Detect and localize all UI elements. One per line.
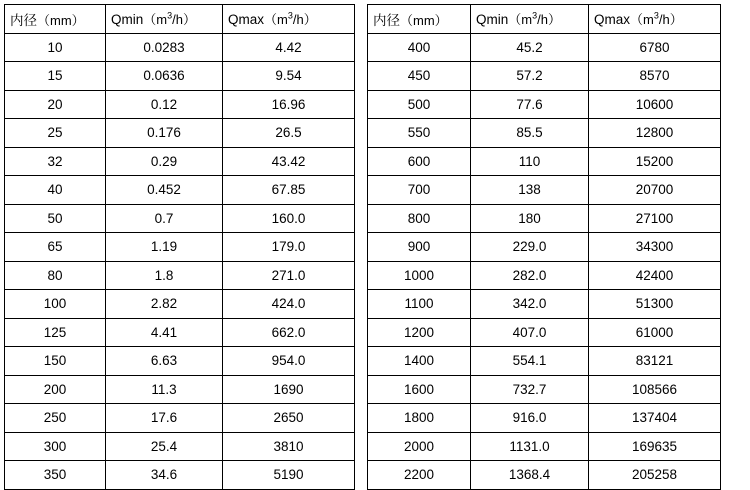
cell-qmax: 5190 bbox=[223, 461, 355, 490]
table-row bbox=[5, 404, 355, 433]
cell-inner-diameter: 80 bbox=[5, 261, 106, 290]
cell-qmin: 342.0 bbox=[471, 290, 589, 319]
cell-qmin: 407.0 bbox=[471, 318, 589, 347]
cell-qmin: 77.6 bbox=[471, 90, 589, 119]
table-row bbox=[368, 33, 721, 62]
table-row bbox=[368, 432, 721, 461]
cell-qmax: 15200 bbox=[589, 147, 721, 176]
table-row bbox=[5, 461, 355, 490]
cell-qmax: 424.0 bbox=[223, 290, 355, 319]
table-row bbox=[368, 347, 721, 376]
table-row bbox=[368, 261, 721, 290]
table-row bbox=[5, 204, 355, 233]
cell-inner-diameter: 65 bbox=[5, 233, 106, 262]
cell-qmax: 26.5 bbox=[223, 119, 355, 148]
cell-qmax: 10600 bbox=[589, 90, 721, 119]
table-row bbox=[368, 290, 721, 319]
column-header-inner-diameter bbox=[5, 5, 106, 34]
cell-inner-diameter: 32 bbox=[5, 147, 106, 176]
cell-qmax: 179.0 bbox=[223, 233, 355, 262]
cell-qmax: 137404 bbox=[589, 404, 721, 433]
cell-qmax: 12800 bbox=[589, 119, 721, 148]
cell-qmax: 20700 bbox=[589, 176, 721, 205]
column-header-qmin bbox=[106, 5, 223, 34]
table-row bbox=[368, 119, 721, 148]
cell-qmin: 1131.0 bbox=[471, 432, 589, 461]
cell-qmax: 43.42 bbox=[223, 147, 355, 176]
cell-qmax: 169635 bbox=[589, 432, 721, 461]
table-row bbox=[5, 90, 355, 119]
cell-qmax: 6780 bbox=[589, 33, 721, 62]
cell-inner-diameter: 250 bbox=[5, 404, 106, 433]
table-row bbox=[5, 318, 355, 347]
table-row bbox=[5, 176, 355, 205]
cell-qmin: 57.2 bbox=[471, 62, 589, 91]
cell-qmax: 1690 bbox=[223, 375, 355, 404]
cell-qmin: 1.19 bbox=[106, 233, 223, 262]
right-table-header bbox=[368, 5, 721, 34]
table-row bbox=[368, 233, 721, 262]
cell-inner-diameter: 1100 bbox=[368, 290, 471, 319]
cell-qmin: 916.0 bbox=[471, 404, 589, 433]
cell-qmax: 954.0 bbox=[223, 347, 355, 376]
left-table bbox=[4, 4, 355, 490]
cell-qmin: 282.0 bbox=[471, 261, 589, 290]
cell-qmax: 67.85 bbox=[223, 176, 355, 205]
header-unit: $(m^3/h)$ bbox=[508, 10, 561, 28]
table-row bbox=[5, 347, 355, 376]
cell-qmin: 17.6 bbox=[106, 404, 223, 433]
cell-inner-diameter: 20 bbox=[5, 90, 106, 119]
table-row bbox=[368, 461, 721, 490]
cell-inner-diameter: 10 bbox=[5, 33, 106, 62]
cell-inner-diameter: 100 bbox=[5, 290, 106, 319]
table-row bbox=[368, 147, 721, 176]
column-header-qmax bbox=[223, 5, 355, 34]
table-row bbox=[368, 90, 721, 119]
table-row bbox=[5, 62, 355, 91]
table-row bbox=[5, 375, 355, 404]
table-row bbox=[368, 176, 721, 205]
cell-qmin: 229.0 bbox=[471, 233, 589, 262]
table-row bbox=[5, 290, 355, 319]
cell-qmin: 732.7 bbox=[471, 375, 589, 404]
cell-qmax: 8570 bbox=[589, 62, 721, 91]
cell-qmax: 61000 bbox=[589, 318, 721, 347]
header-unit: $(m^3/h)$ bbox=[143, 10, 196, 28]
header-label: Qmin bbox=[476, 12, 509, 28]
cell-inner-diameter: 800 bbox=[368, 204, 471, 233]
cell-qmin: 2.82 bbox=[106, 290, 223, 319]
cell-inner-diameter: 550 bbox=[368, 119, 471, 148]
cell-qmin: 0.0636 bbox=[106, 62, 223, 91]
cell-qmin: 1.8 bbox=[106, 261, 223, 290]
header-label: 内径 bbox=[10, 12, 37, 28]
cell-qmin: 34.6 bbox=[106, 461, 223, 490]
cell-inner-diameter: 2000 bbox=[368, 432, 471, 461]
cell-qmin: 0.7 bbox=[106, 204, 223, 233]
cell-qmax: 108566 bbox=[589, 375, 721, 404]
column-header-qmin bbox=[471, 5, 589, 34]
cell-inner-diameter: 350 bbox=[5, 461, 106, 490]
table-row bbox=[5, 33, 355, 62]
cell-qmin: 0.29 bbox=[106, 147, 223, 176]
column-header-qmax bbox=[589, 5, 721, 34]
cell-inner-diameter: 600 bbox=[368, 147, 471, 176]
cell-qmin: 1368.4 bbox=[471, 461, 589, 490]
header-unit: $(m^3/h)$ bbox=[630, 10, 683, 28]
table-row bbox=[5, 233, 355, 262]
cell-inner-diameter: 500 bbox=[368, 90, 471, 119]
cell-inner-diameter: 1200 bbox=[368, 318, 471, 347]
table-header-row bbox=[5, 5, 355, 34]
cell-inner-diameter: 25 bbox=[5, 119, 106, 148]
right-table-body bbox=[368, 33, 721, 489]
cell-qmax: 4.42 bbox=[223, 33, 355, 62]
cell-qmax: 205258 bbox=[589, 461, 721, 490]
cell-qmax: 83121 bbox=[589, 347, 721, 376]
table-row bbox=[5, 119, 355, 148]
cell-qmin: 0.0283 bbox=[106, 33, 223, 62]
cell-qmax: 2650 bbox=[223, 404, 355, 433]
left-table-header bbox=[5, 5, 355, 34]
cell-inner-diameter: 50 bbox=[5, 204, 106, 233]
left-table-wrapper bbox=[4, 4, 355, 483]
cell-qmin: 0.176 bbox=[106, 119, 223, 148]
cell-qmin: 6.63 bbox=[106, 347, 223, 376]
cell-inner-diameter: 15 bbox=[5, 62, 106, 91]
header-unit: （mm） bbox=[37, 12, 85, 28]
cell-qmin: 0.12 bbox=[106, 90, 223, 119]
cell-qmax: 51300 bbox=[589, 290, 721, 319]
right-table-wrapper bbox=[367, 4, 721, 483]
header-unit: $(m^3/h)$ bbox=[264, 10, 317, 28]
header-label: Qmin bbox=[111, 12, 144, 28]
header-label: Qmax bbox=[594, 12, 631, 28]
cell-qmin: 4.41 bbox=[106, 318, 223, 347]
cell-qmax: 271.0 bbox=[223, 261, 355, 290]
cell-qmin: 138 bbox=[471, 176, 589, 205]
table-row bbox=[5, 261, 355, 290]
cell-qmax: 34300 bbox=[589, 233, 721, 262]
left-table-body bbox=[5, 33, 355, 489]
cell-inner-diameter: 700 bbox=[368, 176, 471, 205]
cell-qmin: 554.1 bbox=[471, 347, 589, 376]
cell-qmax: 9.54 bbox=[223, 62, 355, 91]
header-label: 内径 bbox=[373, 12, 400, 28]
cell-inner-diameter: 1400 bbox=[368, 347, 471, 376]
cell-inner-diameter: 1000 bbox=[368, 261, 471, 290]
cell-inner-diameter: 450 bbox=[368, 62, 471, 91]
header-unit: （mm） bbox=[400, 12, 448, 28]
cell-inner-diameter: 40 bbox=[5, 176, 106, 205]
cell-qmax: 16.96 bbox=[223, 90, 355, 119]
table-row bbox=[368, 318, 721, 347]
table-row bbox=[368, 375, 721, 404]
cell-qmin: 85.5 bbox=[471, 119, 589, 148]
cell-qmin: 11.3 bbox=[106, 375, 223, 404]
cell-qmin: 180 bbox=[471, 204, 589, 233]
table-row bbox=[368, 404, 721, 433]
column-header-inner-diameter bbox=[368, 5, 471, 34]
table-header-row bbox=[368, 5, 721, 34]
cell-qmin: 0.452 bbox=[106, 176, 223, 205]
cell-qmin: 25.4 bbox=[106, 432, 223, 461]
cell-inner-diameter: 125 bbox=[5, 318, 106, 347]
cell-inner-diameter: 2200 bbox=[368, 461, 471, 490]
cell-inner-diameter: 300 bbox=[5, 432, 106, 461]
header-label: Qmax bbox=[228, 12, 265, 28]
cell-inner-diameter: 1800 bbox=[368, 404, 471, 433]
table-row bbox=[5, 147, 355, 176]
table-row bbox=[368, 204, 721, 233]
right-table bbox=[367, 4, 721, 490]
cell-inner-diameter: 1600 bbox=[368, 375, 471, 404]
table-row bbox=[5, 432, 355, 461]
cell-inner-diameter: 200 bbox=[5, 375, 106, 404]
cell-qmin: 110 bbox=[471, 147, 589, 176]
cell-inner-diameter: 150 bbox=[5, 347, 106, 376]
cell-inner-diameter: 400 bbox=[368, 33, 471, 62]
cell-qmax: 27100 bbox=[589, 204, 721, 233]
cell-inner-diameter: 900 bbox=[368, 233, 471, 262]
cell-qmin: 45.2 bbox=[471, 33, 589, 62]
cell-qmax: 160.0 bbox=[223, 204, 355, 233]
table-row bbox=[368, 62, 721, 91]
cell-qmax: 42400 bbox=[589, 261, 721, 290]
cell-qmax: 662.0 bbox=[223, 318, 355, 347]
cell-qmax: 3810 bbox=[223, 432, 355, 461]
